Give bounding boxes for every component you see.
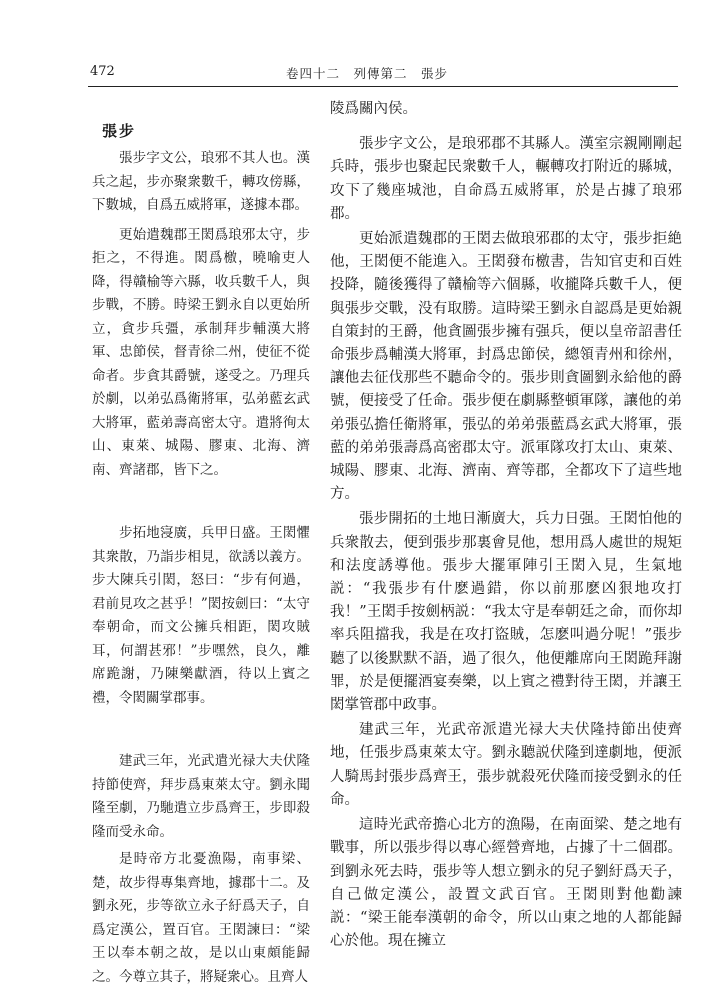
running-head: 卷四十二 列傳第二 張步 [286, 66, 449, 81]
translation-paragraph: 建武三年，光武帝派遣光禄大夫伏隆持節出使齊地，任張步爲東萊太守。劉永聽説伏隆到達劇地，便派人騎馬封張步爲齊王，張步就殺死伏隆而接受劉永的任命。 [330, 722, 682, 808]
translation-paragraph: 張步開拓的土地日漸廣大，兵力日强。王閎怕他的兵衆散去，便到張步那裏會見他，想用爲人處世的規矩和法度誘導他。張步大擺軍陣引王閎入見，生氣地説：“我張步有什麽過錯，你以前那麽凶狠地攻打我！”王閎手按劍柄説：“我太守是奉朝廷之命，而你却率兵阻擋我，我是在攻打盜賊，怎麽叫過分呢！”張步聽了以後默默不語，過了很久，他便離席向王閎跪拜謝罪，於是便擺酒宴奏樂，以上賓之禮對待王閎，并讓王閎掌管郡中政事。 [330, 511, 682, 714]
section-title: 張步 [102, 122, 137, 140]
page-number: 472 [90, 64, 115, 79]
translation-paragraph: 更始派遣魏郡的王閎去做琅邪郡的太守，張步拒絶他，王閎便不能進入。王閎發布檄書，告知官吏和百姓投降，隨後獲得了贛榆等六個縣，收攏降兵數千人，便與張步交戰，没有取勝。這時梁王劉永自認爲是更始親自策封的王爵，他貪圖張步擁有强兵，便以皇帝詔書任命張步爲輔漢大將軍，封爲忠節侯，總領青州和徐州，讓他去征伐那些不聽命令的。張步則貪圖劉永給他的爵號，便接受了任命。張步便在劇縣整頓軍隊，讓他的弟弟張弘擔任衛將軍，張弘的弟弟張藍爲玄武大將軍，張藍的弟弟張壽爲高密郡太守。派軍隊攻打太山、東萊、城陽、膠東、北海、濟南、齊等郡，全都攻下了這些地方。 [330, 231, 682, 503]
original-paragraph: 更始遣魏郡王閎爲琅邪太守，步拒之，不得進。閎爲檄，曉喻吏人降，得贛榆等六縣，收兵數千人，與步戰，不勝。時梁王劉永自以更始所立，貪步兵彊，承制拜步輔漢大將軍、忠節侯，督青徐二州，使征不從命者。步貪其爵號，遂受之。乃理兵於劇，以弟弘爲衛將軍，弘弟藍玄武大將軍，藍弟壽高密太守。遣將徇太山、東萊、城陽、膠東、北海、濟南、齊諸郡，皆下之。 [92, 226, 310, 478]
page-header [88, 62, 678, 87]
translation-column [330, 98, 682, 953]
translation-paragraph: 陵爲關內侯。 [330, 101, 417, 117]
original-paragraph: 建武三年，光武遣光禄大夫伏隆持節使齊，拜步爲東萊太守。劉永聞隆至劇，乃馳遣立步爲齊王，步即殺隆而受永命。 [92, 753, 310, 840]
original-text-column [92, 120, 310, 989]
translation-paragraph: 這時光武帝擔心北方的漁陽，在南面梁、楚之地有戰事，所以張步得以專心經營齊地，占據了十二個郡。到劉永死去時，張步等人想立劉永的兒子劉紆爲天子，自己做定漢公，設置文武百官。王閎則對他勸諫説：“梁王能奉漢朝的命令，所以山東之地的人都能歸心於他。現在擁立 [330, 817, 682, 950]
original-paragraph: 張步字文公，琅邪不其人也。漢兵之起，步亦聚衆數千，轉攻傍縣，下數城，自爲五威將軍，遂據本郡。 [92, 150, 310, 213]
translation-paragraph: 張步字文公，是琅邪郡不其縣人。漢室宗親剛剛起兵時，張步也聚起民衆數千人，輾轉攻打附近的縣城，攻下了幾座城池，自命爲五威將軍，於是占據了琅邪郡。 [330, 136, 682, 222]
original-paragraph: 步拓地寖廣，兵甲日盛。王閎懼其衆散，乃詣步相見，欲誘以義方。步大陳兵引閎，怒曰：“步有何過，君前見攻之甚乎！”閎按劍曰：“太守奉朝命，而文公擁兵相距，閎攻賊耳，何謂甚邪！”步嘿然，良久，離席跪謝，乃陳樂獻酒，待以上賓之禮，令閎關掌郡事。 [92, 525, 310, 706]
original-paragraph: 是時帝方北憂漁陽，南事梁、楚，故步得專集齊地，據郡十二。及劉永死，步等欲立永子紆爲天子，自爲定漢公，置百官。王閎諫曰：“梁王以奉本朝之故，是以山東頗能歸之。今尊立其子，將疑衆心。且齊人 [92, 851, 310, 985]
